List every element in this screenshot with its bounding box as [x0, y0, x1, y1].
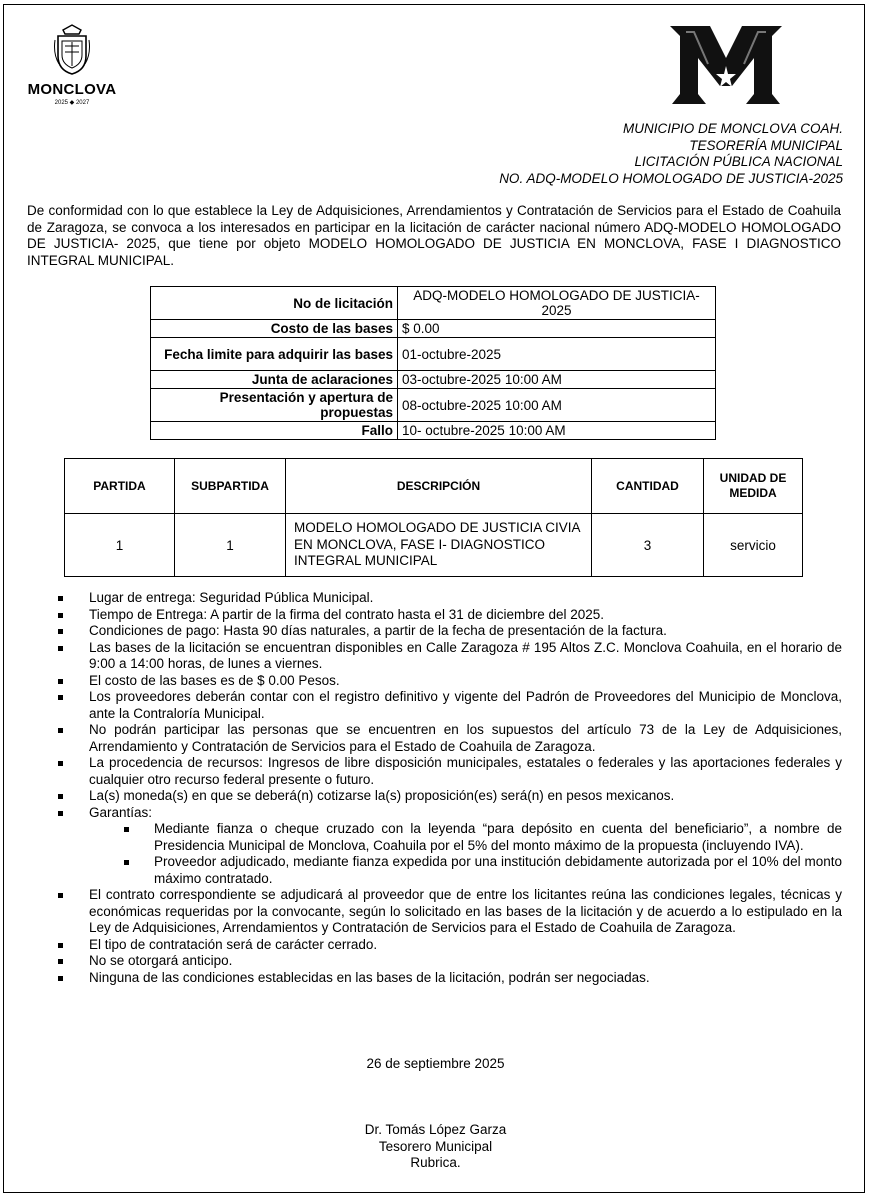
info-value: $ 0.00 [398, 320, 716, 338]
info-value: 03-octubre-2025 10:00 AM [398, 371, 716, 389]
conditions-list [57, 590, 842, 986]
signature-block [0, 1122, 871, 1172]
list-item: Condiciones de pago: Hasta 90 días naturales, a partir de la fecha de presentación de la factura. [57, 623, 842, 640]
info-row [151, 320, 716, 338]
list-item: El costo de las bases es de $ 0.00 Pesos. [57, 673, 842, 690]
list-item: La(s) moneda(s) en que se deberá(n) cotizarse la(s) proposición(es) será(n) en pesos mexicanos. [57, 788, 842, 805]
header-municipality: MUNICIPIO DE MONCLOVA COAH. [622, 121, 843, 136]
column-header-unidad: UNIDAD DE MEDIDA [704, 459, 803, 514]
coat-of-arms-icon [53, 24, 91, 76]
list-item: Las bases de la licitación se encuentran disponibles en Calle Zaragoza # 195 Altos Z.C. Monclova Coahuila, en el horario de 9:00 a 14:00 horas, de lunes a viernes. [57, 640, 842, 673]
items-header-row [65, 459, 803, 514]
cell-subpartida: 1 [175, 514, 286, 577]
document-header [499, 121, 843, 187]
tender-info-table [150, 286, 716, 440]
signer-name: Dr. Tomás López Garza [364, 1122, 507, 1137]
m-emblem-logo [668, 24, 784, 106]
list-item: No se otorgará anticipo. [57, 953, 842, 970]
info-label: No de licitación [151, 287, 398, 320]
column-header-descripcion: DESCRIPCIÓN [286, 459, 592, 514]
cell-descripcion: MODELO HOMOLOGADO DE JUSTICIA CIVIA EN MONCLOVA, FASE I- DIAGNOSTICO INTEGRAL MUNICIPAL [286, 514, 592, 577]
info-value: 10- octubre-2025 10:00 AM [398, 422, 716, 440]
info-label: Junta de aclaraciones [151, 371, 398, 389]
info-label: Costo de las bases [151, 320, 398, 338]
monclova-logo [22, 24, 122, 106]
cell-partida: 1 [65, 514, 175, 577]
cell-cantidad: 3 [592, 514, 704, 577]
info-row [151, 422, 716, 440]
table-row [65, 514, 803, 577]
list-item: La procedencia de recursos: Ingresos de libre disposición municipales, estatales o federales y las aportaciones federales y cualquier otro recurso federal presente o futuro. [57, 755, 842, 788]
logo-name: MONCLOVA [27, 81, 117, 98]
signer-title: Tesorero Municipal [378, 1138, 493, 1154]
intro-paragraph: De conformidad con lo que establece la Ley de Adquisiciones, Arrendamientos y Contratación de Servicios para el Estado de Coahuila de Zaragoza, se convoca a los interesados en participar en la licitación de carácter nacional número ADQ-MODELO HOMOLOGADO DE JUSTICIA- 2025, que tiene por objeto MODELO HOMOLOGADO DE JUSTICIA EN MONCLOVA, FASE I DIAGNOSTICO INTEGRAL MUNICIPAL. [27, 203, 841, 268]
list-item: Ninguna de las condiciones establecidas en las bases de la licitación, podrán ser negociadas. [57, 970, 842, 987]
info-label: Presentación y apertura de propuestas [151, 389, 398, 422]
cell-unidad: servicio [704, 514, 803, 577]
logo-years: 2025 ◆ 2027 [54, 100, 90, 106]
header-treasury: TESORERÍA MUNICIPAL [689, 137, 843, 153]
list-item: El contrato correspondiente se adjudicará al proveedor que de entre los licitantes reúna las condiciones legales, técnicas y económicas requeridas por la convocante, según lo solicitado en las bases de la licitación y de acuerdo a lo estipulado en la Ley de Adquisiciones, Arrendamientos y Contratación de Servicios para el Estado de Coahuila de Zaragoza. [57, 887, 842, 937]
list-item: Tiempo de Entrega: A partir de la firma del contrato hasta el 31 de diciembre del 2025. [57, 607, 842, 624]
info-value: 01-octubre-2025 [398, 338, 716, 371]
list-item: No podrán participar las personas que se encuentren en los supuestos del artículo 73 de la Ley de Adquisiciones, Arrendamiento y Contratación de Servicios para el Estado de Coahuila de Zaragoza. [57, 722, 842, 755]
column-header-subpartida: SUBPARTIDA [175, 459, 286, 514]
items-table [64, 458, 803, 577]
info-row [151, 389, 716, 422]
info-label: Fecha limite para adquirir las bases [151, 338, 398, 371]
list-item: Proveedor adjudicado, mediante fianza expedida por una institución debidamente autorizada por el 10% del monto máximo contratado. [122, 854, 842, 887]
list-item: El tipo de contratación será de carácter cerrado. [57, 937, 842, 954]
info-label: Fallo [151, 422, 398, 440]
signature-note: Rubrica. [410, 1155, 461, 1170]
column-header-partida: PARTIDA [65, 459, 175, 514]
header-tender-number: NO. ADQ-MODELO HOMOLOGADO DE JUSTICIA-2025 [499, 170, 843, 186]
list-item: Los proveedores deberán contar con el registro definitivo y vigente del Padrón de Proveedores del Municipio de Monclova, ante la Contraloría Municipal. [57, 689, 842, 722]
guarantees-list [57, 821, 842, 887]
document-date: 26 de septiembre 2025 [366, 1056, 505, 1071]
column-header-cantidad: CANTIDAD [592, 459, 704, 514]
info-row [151, 371, 716, 389]
info-row [151, 287, 716, 320]
header-tender-type: LICITACIÓN PÚBLICA NACIONAL [634, 154, 843, 169]
list-item: Garantías: [57, 805, 842, 822]
list-item: Lugar de entrega: Seguridad Pública Municipal. [57, 590, 842, 607]
info-value: ADQ-MODELO HOMOLOGADO DE JUSTICIA-2025 [398, 287, 716, 320]
info-value: 08-octubre-2025 10:00 AM [398, 389, 716, 422]
list-item: Mediante fianza o cheque cruzado con la leyenda “para depósito en cuenta del beneficiario”, a nombre de Presidencia Municipal de Monclova, Coahuila por el 5% del monto máximo de la propuesta (incluyendo IVA). [122, 821, 842, 854]
info-row [151, 338, 716, 371]
